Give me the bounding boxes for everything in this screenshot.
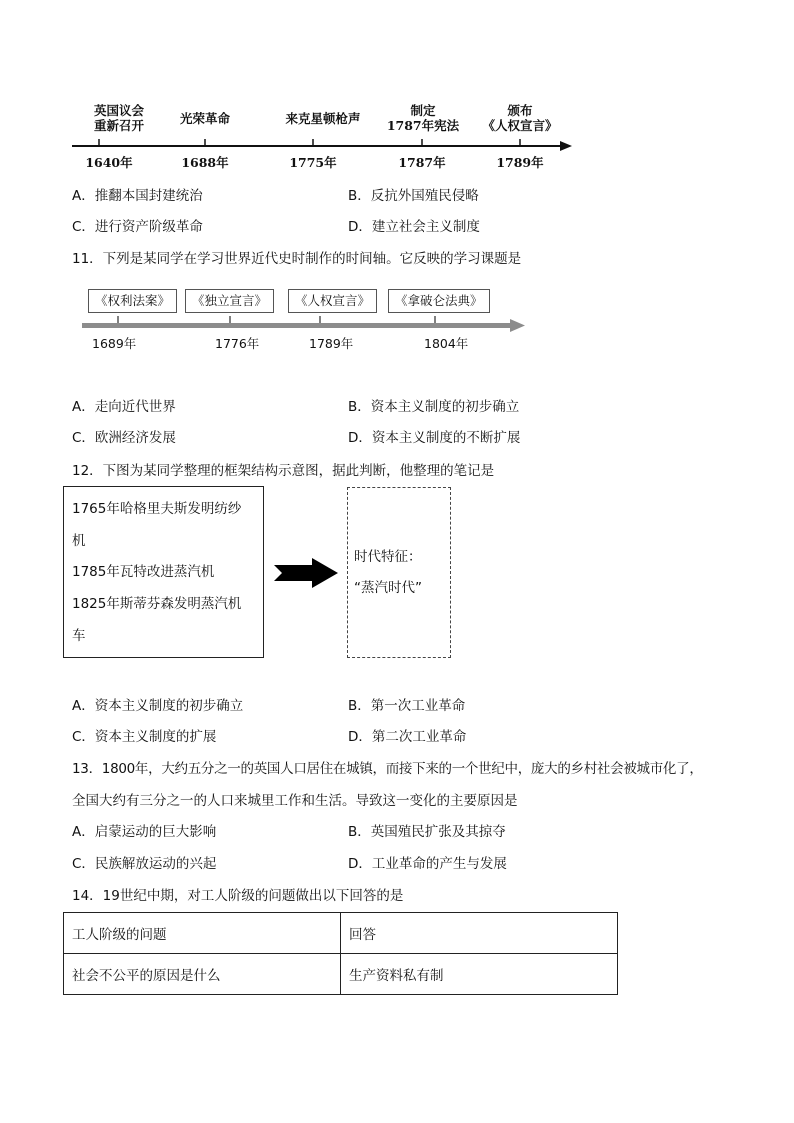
- q11-option-a[interactable]: A．走向近代世界: [72, 399, 176, 415]
- timeline-1-event: 颁布 《人权宣言》: [482, 103, 558, 133]
- timeline-2-year: 1789年: [309, 336, 354, 351]
- right-arrow-icon: [272, 557, 340, 589]
- table-row: [64, 913, 618, 954]
- table-cell: 工人阶级的问题: [64, 913, 341, 954]
- q11-option-d[interactable]: D．资本主义制度的不断扩展: [348, 430, 521, 446]
- q14-stem: 14．19世纪中期，对工人阶级的问题做出以下回答的是: [72, 888, 404, 904]
- q12-stem: 12．下图为某同学整理的框架结构示意图，据此判断，他整理的笔记是: [72, 463, 495, 479]
- q12-left-line: 1785年瓦特改进蒸汽机: [72, 564, 215, 580]
- q12-left-line: 机: [72, 533, 86, 549]
- q12-right-box: [347, 487, 451, 658]
- q12-option-b[interactable]: B．第一次工业革命: [348, 698, 466, 714]
- timeline-1-year: 1775年: [289, 155, 337, 170]
- q13-stem-line-1: 13．1800年，大约五分之一的英国人口居住在城镇，而接下来的一个世纪中，庞大的乡村社会被城市化了，: [72, 761, 703, 777]
- q12-option-a[interactable]: A．资本主义制度的初步确立: [72, 698, 244, 714]
- q10-option-c[interactable]: C．进行资产阶级革命: [72, 219, 203, 235]
- table-cell: 回答: [341, 913, 618, 954]
- q12-left-line: 车: [72, 628, 86, 644]
- q12-left-box: [63, 486, 264, 658]
- q11-stem: 11．下列是某同学在学习世界近代史时制作的时间轴。它反映的学习课题是: [72, 251, 522, 267]
- timeline-1-event: 英国议会 重新召开: [93, 103, 144, 133]
- q12-right-line: 时代特征：: [354, 549, 422, 565]
- q10-option-b[interactable]: B．反抗外国殖民侵略: [348, 188, 479, 204]
- q12-left-line: 1825年斯蒂芬森发明蒸汽机: [72, 596, 242, 612]
- q10-option-d[interactable]: D．建立社会主义制度: [348, 219, 480, 235]
- q12-right-line: “蒸汽时代”: [354, 580, 422, 596]
- q11-option-b[interactable]: B．资本主义制度的初步确立: [348, 399, 520, 415]
- q13-option-b[interactable]: B．英国殖民扩张及其掠夺: [348, 824, 506, 840]
- q13-option-d[interactable]: D．工业革命的产生与发展: [348, 856, 507, 872]
- timeline-2-document: 《独立宣言》: [185, 289, 274, 313]
- timeline-2-year: 1776年: [215, 336, 260, 351]
- q14-table: [63, 912, 618, 995]
- timeline-1-year: 1688年: [181, 155, 229, 170]
- table-row: [64, 954, 618, 995]
- table-cell: 生产资料私有制: [341, 954, 618, 995]
- timeline-1-event: 光荣革命: [179, 111, 230, 126]
- q13-stem-line-2: 全国大约有三分之一的人口来城里工作和生活。导致这一变化的主要原因是: [72, 793, 518, 809]
- q12-option-d[interactable]: D．第二次工业革命: [348, 729, 467, 745]
- timeline-2-document: 《人权宣言》: [288, 289, 377, 313]
- timeline-1-event: 制定 1787年宪法: [386, 103, 460, 133]
- timeline-1: [60, 95, 580, 175]
- timeline-1-year: 1787年: [398, 155, 446, 170]
- q12-option-c[interactable]: C．资本主义制度的扩展: [72, 729, 217, 745]
- timeline-2: [80, 286, 530, 356]
- q12-left-line: 1765年哈格里夫斯发明纺纱: [72, 501, 242, 517]
- q13-option-c[interactable]: C．民族解放运动的兴起: [72, 856, 217, 872]
- timeline-1-year: 1640年: [85, 155, 133, 170]
- q10-option-a[interactable]: A．推翻本国封建统治: [72, 188, 203, 204]
- table-cell: 社会不公平的原因是什么: [64, 954, 341, 995]
- timeline-2-document: 《拿破仑法典》: [388, 289, 490, 313]
- timeline-1-axis: [60, 135, 580, 157]
- timeline-2-document: 《权利法案》: [88, 289, 177, 313]
- q13-option-a[interactable]: A．启蒙运动的巨大影响: [72, 824, 217, 840]
- timeline-1-event: 来克星顿枪声: [285, 111, 361, 126]
- q11-option-c[interactable]: C．欧洲经济发展: [72, 430, 176, 446]
- timeline-2-year: 1804年: [424, 336, 469, 351]
- timeline-1-year: 1789年: [496, 155, 544, 170]
- timeline-2-year: 1689年: [92, 336, 137, 351]
